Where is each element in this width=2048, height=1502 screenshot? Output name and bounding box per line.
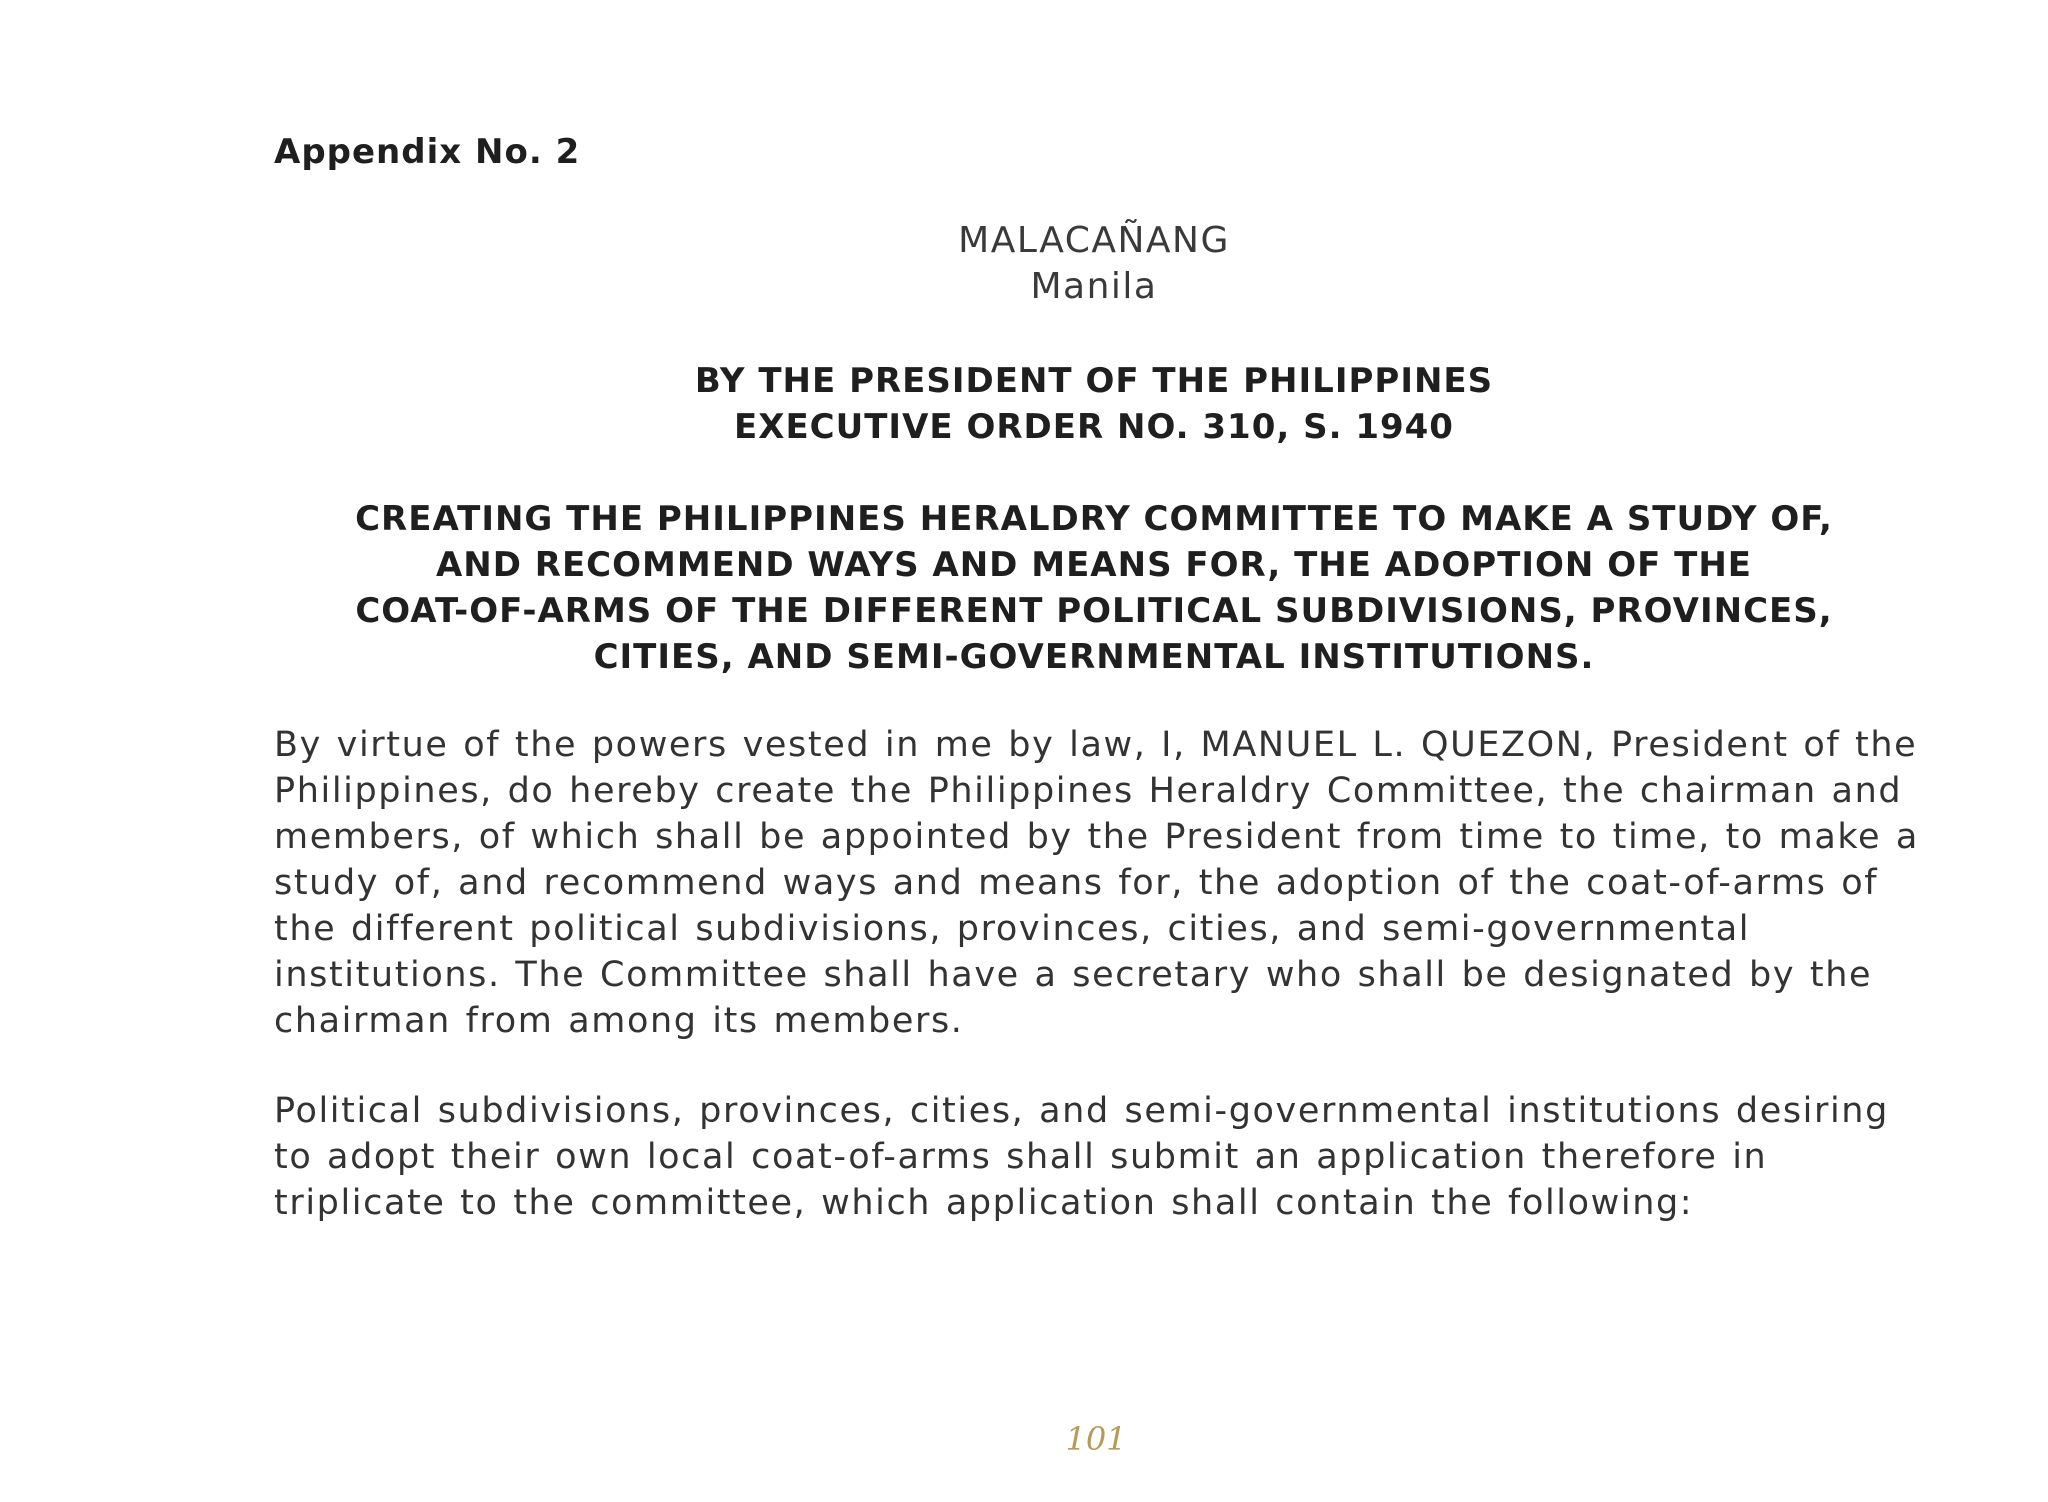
body-paragraph-1: By virtue of the powers vested in me by law, I, MANUEL L. QUEZON, President of the Philippines, do hereby create the Philippines Heraldry Committee, the chairman and members, of which shall be appointed by the President from time to time, to make a study of, and recommend ways and means for, the adoption of the coat-of-arms of the different political subdivisions, provinces, cities, and semi-governmental institutions. The Committee shall have a secretary who shall be designated by the chairman from among its members.	[274, 725, 1919, 1041]
issuer-block	[274, 218, 1914, 310]
order-title-line: AND RECOMMEND WAYS AND MEANS FOR, THE ADOPTION OF THE	[435, 545, 1753, 585]
order-heading	[274, 358, 1914, 450]
issuer-office: MALACAÑANG	[958, 220, 1230, 261]
order-title-line: CREATING THE PHILIPPINES HERALDRY COMMITTEE TO MAKE A STUDY OF,	[355, 499, 1833, 539]
issuer-city: Manila	[1030, 266, 1158, 307]
appendix-label: Appendix No. 2	[274, 132, 581, 172]
heading-authority: BY THE PRESIDENT OF THE PHILIPPINES	[694, 361, 1494, 401]
page-number: 101	[1065, 1420, 1127, 1458]
body-paragraph-2: Political subdivisions, provinces, cities, and semi-governmental institutions desiring to adopt their own local coat-of-arms shall submit an application therefore in triplicate to the committee, which application shall contain the following:	[274, 1091, 1889, 1223]
order-title-line: COAT-OF-ARMS OF THE DIFFERENT POLITICAL SUBDIVISIONS, PROVINCES,	[355, 591, 1833, 631]
heading-order-number: EXECUTIVE ORDER NO. 310, S. 1940	[734, 407, 1454, 447]
order-title	[274, 496, 1914, 680]
order-title-line: CITIES, AND SEMI-GOVERNMENTAL INSTITUTIONS.	[593, 637, 1595, 677]
